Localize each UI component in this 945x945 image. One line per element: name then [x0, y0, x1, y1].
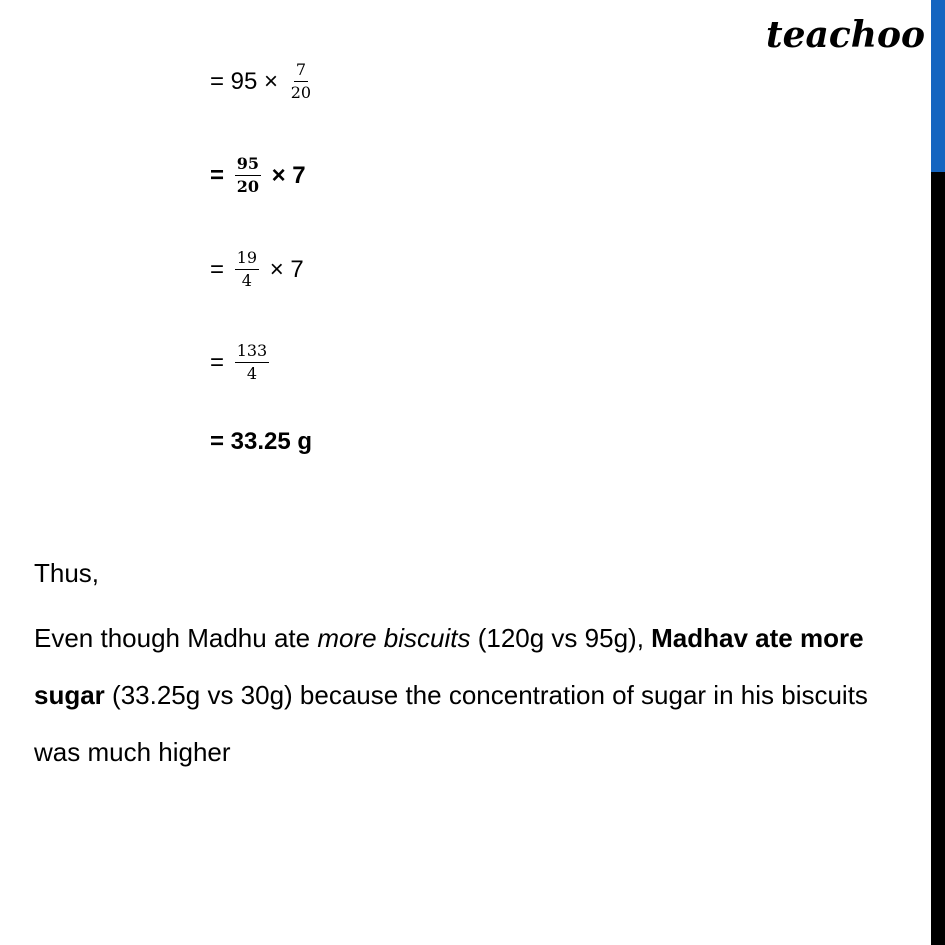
sidebar-bar [931, 0, 945, 945]
step-4 [210, 343, 273, 382]
step-3 [210, 250, 304, 289]
emphasis-madhav-sugar: Madhav ate more sugar [34, 623, 864, 710]
denominator: 4 [241, 271, 252, 290]
fraction [235, 250, 259, 289]
step-2-suffix: × 7 [264, 161, 306, 189]
step-1 [210, 62, 317, 101]
step-3-prefix: = [210, 255, 231, 283]
text-part: (33.25g vs 30g) because the concentration of sugar in his biscuits was much higher [34, 680, 868, 767]
fraction [235, 343, 270, 382]
conclusion-intro: Thus, [34, 558, 100, 588]
text-part: (120g vs 95g), [470, 623, 652, 653]
denominator: 20 [290, 83, 312, 102]
step-2 [210, 156, 306, 195]
step-2-prefix: = [210, 161, 231, 189]
step-4-prefix: = [210, 348, 231, 376]
emphasis-more-biscuits: more biscuits [317, 623, 471, 653]
fraction [235, 156, 261, 195]
sidebar-accent [931, 0, 945, 172]
denominator: 4 [246, 364, 258, 383]
result-text: = 33.25 g [210, 428, 313, 455]
numerator: 95 [235, 156, 261, 176]
numerator: 19 [235, 250, 259, 270]
step-3-suffix: × 7 [263, 255, 304, 283]
step-5-result [210, 430, 312, 454]
denominator: 20 [236, 177, 259, 196]
numerator: 7 [294, 62, 308, 82]
fraction [289, 62, 313, 101]
text-part: Even though Madhu ate [34, 623, 318, 653]
teachoo-logo: teachoo [766, 14, 925, 56]
numerator: 133 [235, 343, 270, 363]
step-1-prefix: = 95 × [210, 67, 285, 95]
conclusion-paragraph [34, 610, 904, 781]
